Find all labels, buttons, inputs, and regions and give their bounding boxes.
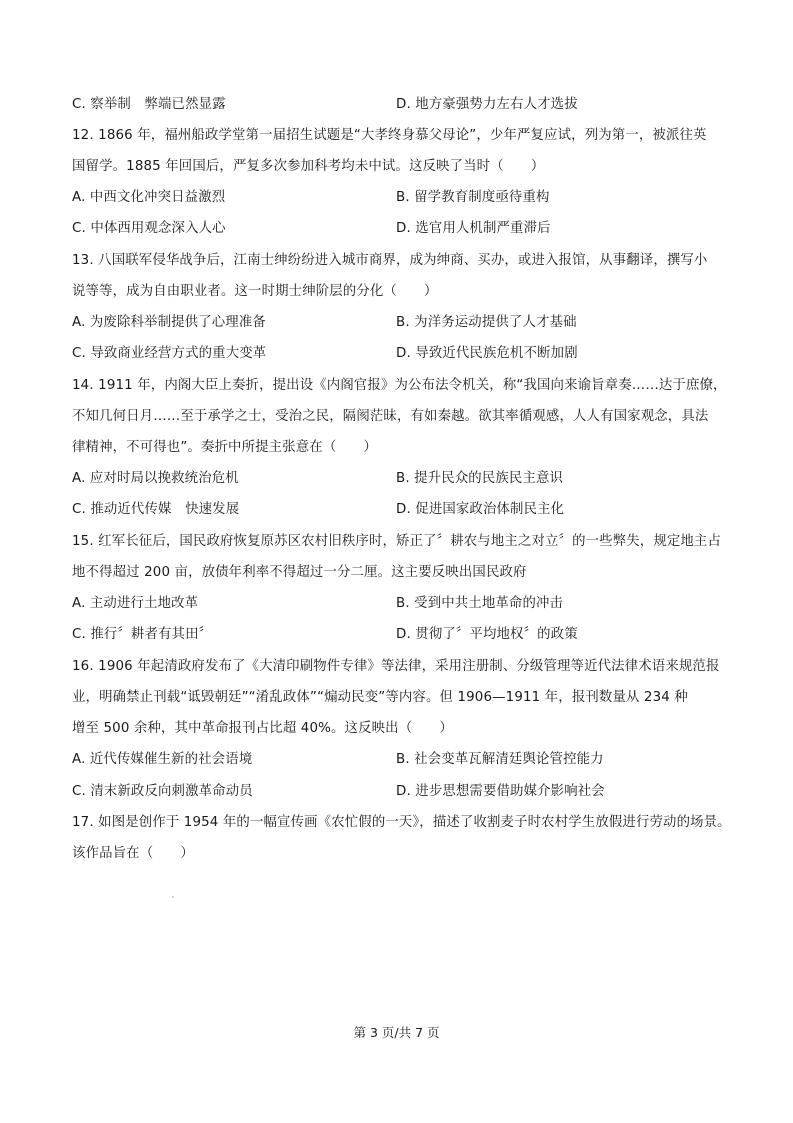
q14-option-b: B. 提升民众的民族民主意识 — [396, 471, 564, 486]
q11-option-c: C. 察举制 弊端已然显露 — [72, 97, 226, 112]
q14-option-d: D. 促进国家政治体制民主化 — [396, 502, 565, 517]
q13-stem-line-2: 说等等，成为自由职业者。这一时期士绅阶层的分化（ ） — [72, 284, 438, 299]
q12-option-b: B. 留学教育制度亟待重构 — [396, 190, 550, 205]
q14-option-a: A. 应对时局以挽救统治危机 — [72, 471, 239, 486]
q17-figure-area — [72, 870, 722, 1010]
q14-stem-line-3: 律精神，不可得也”。奏折中所提主张意在（ ） — [72, 440, 377, 455]
q14-stem-line-1: 14. 1911 年，内阁大臣上奏折，提出设《内阁官报》为公布法令机关，称“我国向来谕旨章奏……达于庶僚， — [72, 378, 727, 393]
q15-stem-line-1: 15. 红军长征后，国民政府恢复原苏区农村旧秩序时，矫正了〞耕农与地主之对立〞的一些弊失，规定地主占 — [72, 534, 722, 549]
q13-stem-line-1: 13. 八国联军侵华战争后，江南士绅纷纷进入城市商界，成为绅商、买办，或进入报馆，从事翻译，撰写小 — [72, 253, 708, 268]
q15-option-b: B. 受到中共土地革命的冲击 — [396, 596, 564, 611]
q13-option-b: B. 为洋务运动提供了人才基础 — [396, 315, 577, 330]
q12-stem-line-2: 国留学。1885 年回国后，严复多次参加科考均未中试。这反映了当时（ ） — [72, 159, 545, 174]
q12-option-a: A. 中西文化冲突日益激烈 — [72, 190, 226, 205]
q16-option-c: C. 清末新政反向刺激革命动员 — [72, 784, 253, 799]
q14-stem-line-2: 不知几何日月……至于承学之士，受治之民，隔阂茫昧，有如秦越。欲其率循观感，人人有国家观念，具法 — [72, 409, 709, 424]
page-number-footer: 第 3 页/共 7 页 — [353, 1025, 440, 1040]
q15-option-d: D. 贯彻了〞平均地权〞的政策 — [396, 627, 578, 642]
q12-option-d: D. 选官用人机制严重滞后 — [396, 221, 551, 236]
q13-option-a: A. 为废除科举制提供了心理准备 — [72, 315, 266, 330]
q11-option-d: D. 地方豪强势力左右人才选拔 — [396, 97, 578, 112]
q12-option-c: C. 中体西用观念深入人心 — [72, 221, 226, 236]
q16-option-b: B. 社会变革瓦解清廷舆论管控能力 — [396, 752, 604, 767]
q16-option-d: D. 进步思想需要借助媒介影响社会 — [396, 784, 605, 799]
q17-stem-line-2: 该作品旨在（ ） — [72, 846, 194, 861]
q17-stem-line-1: 17. 如图是创作于 1954 年的一幅宣传画《农忙假的一天》，描述了收割麦子时农村学生放假进行劳动的场景。 — [72, 815, 731, 830]
q15-stem-line-2: 地不得超过 200 亩，放债年利率不得超过一分二厘。这主要反映出国民政府 — [72, 565, 527, 580]
q15-option-a: A. 主动进行土地改革 — [72, 596, 199, 611]
q16-option-a: A. 近代传媒催生新的社会语境 — [72, 752, 253, 767]
q16-stem-line-3: 增至 500 余种，其中革命报刊占比超 40%。这反映出（ ） — [72, 721, 453, 736]
q12-stem-line-1: 12. 1866 年，福州船政学堂第一届招生试题是“大孝终身慕父母论”，少年严复应试，列为第一，被派往英 — [72, 128, 707, 143]
q16-stem-line-2: 业，明确禁止刊载“诋毁朝廷”“淆乱政体”“煽动民变”等内容。但 1906—1911 年，报刊数量从 234 种 — [72, 690, 688, 705]
scan-speck — [172, 896, 174, 898]
q16-stem-line-1: 16. 1906 年起清政府发布了《大清印刷物件专律》等法律，采用注册制、分级管理等近代法律术语来规范报 — [72, 659, 720, 674]
q13-option-c: C. 导致商业经营方式的重大变革 — [72, 346, 267, 361]
q14-option-c: C. 推动近代传媒 快速发展 — [72, 502, 240, 517]
q13-option-d: D. 导致近代民族危机不断加剧 — [396, 346, 578, 361]
q15-option-c: C. 推行〞耕者有其田〞 — [72, 627, 213, 642]
